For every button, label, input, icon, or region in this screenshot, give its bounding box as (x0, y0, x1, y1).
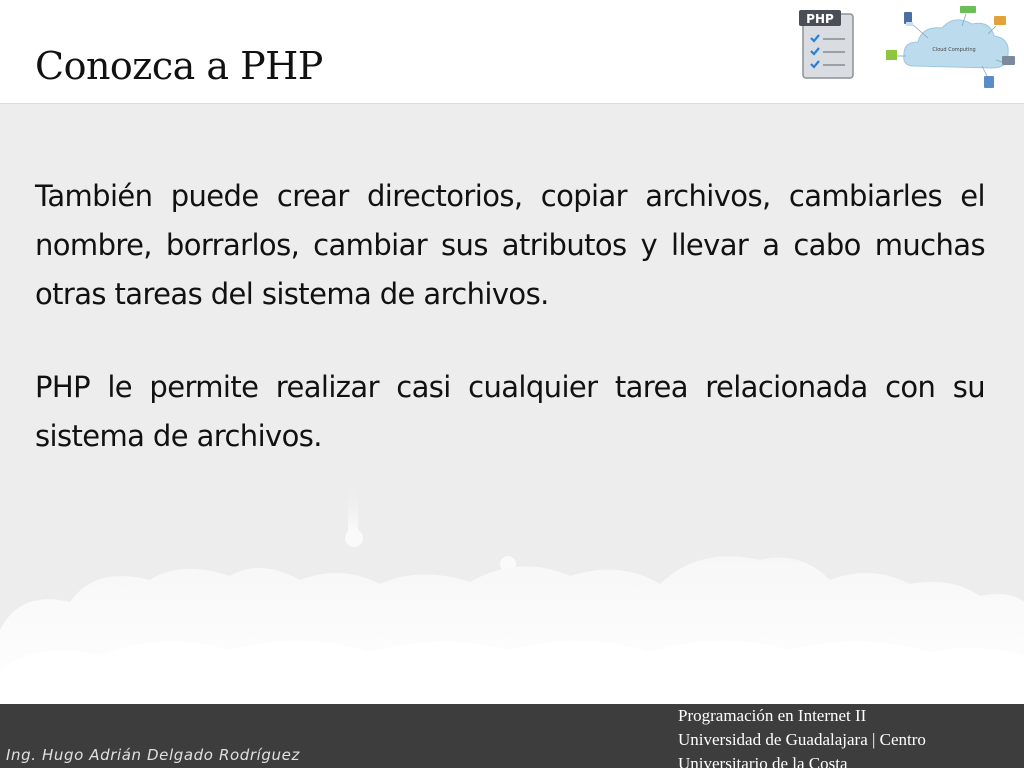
course-info (678, 704, 988, 768)
course-line-1: Programación en Internet II (678, 706, 867, 725)
cloud-computing-icon (884, 4, 1020, 96)
slide-body (35, 172, 985, 505)
slide-header (0, 0, 1024, 104)
slide-title: Conozca a PHP (35, 44, 323, 88)
body-paragraph-2: PHP le permite realizar casi cualquier tarea relacionada con su sistema de archivos. (35, 370, 985, 453)
body-paragraph-1: También puede crear directorios, copiar archivos, cambiarles el nombre, borrarlos, cambiar sus atributos y llevar a cabo muchas otras tareas del sistema de archivos. (35, 179, 985, 311)
course-line-3: Universitario de la Costa (678, 754, 848, 768)
clouds-background (0, 480, 1024, 706)
php-document-icon (797, 8, 859, 82)
author-signature: Ing. Hugo Adrián Delgado Rodríguez (6, 746, 300, 764)
php-icon-label: PHP (806, 12, 834, 26)
course-line-2: Universidad de Guadalajara | Centro (678, 730, 926, 749)
cloud-label: Cloud Computing (932, 47, 976, 53)
footer-bar (0, 704, 1024, 768)
